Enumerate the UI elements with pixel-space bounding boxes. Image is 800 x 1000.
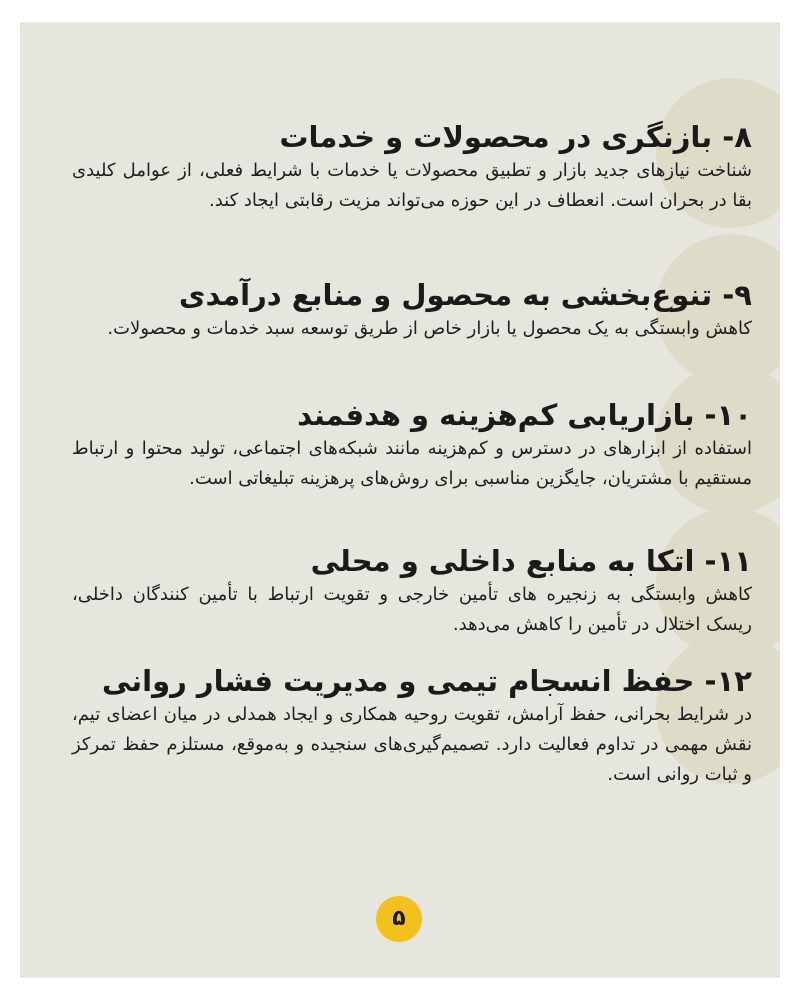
page <box>20 22 780 978</box>
section-title: ۸- بازنگری در محصولات و خدمات <box>279 120 752 154</box>
section-title: ۹- تنوع‌بخشی به محصول و منابع درآمدی <box>178 278 752 312</box>
section-body: کاهش وابستگی به یک محصول یا بازار خاص از طریق توسعه سبد خدمات و محصولات. <box>107 318 752 339</box>
page-number-badge: ۵ <box>376 896 422 942</box>
section-title: ۱۰- بازاریابی کم‌هزینه و هدفمند <box>297 398 752 432</box>
section-title: ۱۱- اتکا به منابع داخلی و محلی <box>310 544 752 578</box>
section-9 <box>72 276 752 344</box>
section-8 <box>72 118 752 216</box>
section-body: شناخت نیازهای جدید بازار و تطبیق محصولات یا خدمات با شرایط فعلی، از عوامل کلیدی بقا در بحران است. انعطاف در این حوزه می‌تواند مزیت رقابتی ایجاد کند. <box>72 160 752 211</box>
section-body: در شرایط بحرانی، حفظ آرامش، تقویت روحیه همکاری و ایجاد همدلی در میان اعضای تیم، نقش مهمی در تداوم فعالیت دارد. تصمیم‌گیری‌های سنجیده و به‌موقع، مستلزم حفظ تمرکز و ثبات روانی است. <box>72 704 752 785</box>
section-title: ۱۲- حفظ انسجام تیمی و مدیریت فشار روانی <box>101 664 752 698</box>
section-11 <box>72 542 752 640</box>
section-body: کاهش وابستگی به زنجیره های تأمین خارجی و تقویت ارتباط با تأمین کنندگان داخلی، ریسک اختلال در تأمین را کاهش می‌دهد. <box>72 584 752 635</box>
section-10 <box>72 396 752 494</box>
section-12 <box>72 662 752 790</box>
section-body: استفاده از ابزارهای در دسترس و کم‌هزینه مانند شبکه‌های اجتماعی، تولید محتوا و ارتباط مستقیم با مشتریان، جایگزین مناسبی برای روش‌های پرهزینه تبلیغاتی است. <box>72 438 752 489</box>
